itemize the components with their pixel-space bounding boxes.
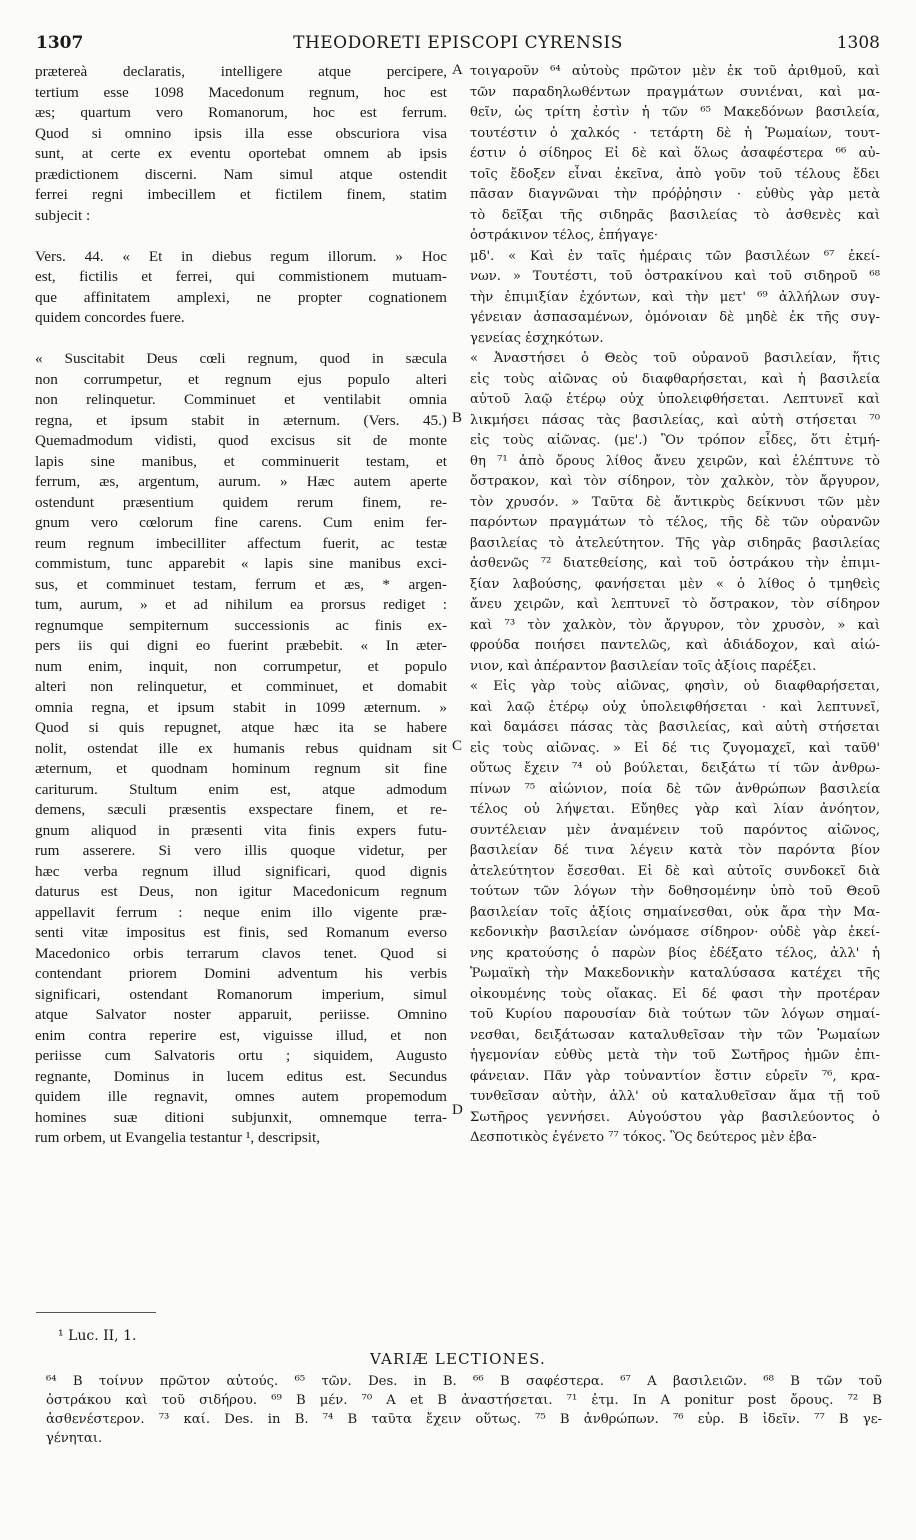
variant-line: ⁶⁴ B τοίνυν πρῶτον αὐτούς. ⁶⁵ τῶν. Des. in B. ⁶⁶ B σαφέστερα. ⁶⁷ A βασιλειῶν. ⁶⁸ B τῶν τοῦ bbox=[46, 1374, 882, 1389]
latin-line: non relinquetur. Comminuet et ventilabit omnia bbox=[35, 391, 447, 408]
greek-line: συντέλειαν μὲν ἀναμένειν τοῦ παρόντος αἰῶνος, bbox=[470, 822, 880, 838]
greek-line: γένειαν ἀσπασαμένων, ὁμόνοιαν δὲ μηδὲ ἐκ τῆς συγ- bbox=[470, 310, 880, 325]
greek-line: φρούδα ποιήσει παντελῶς, καὶ ἀδιάδοχον, καὶ αἰώ- bbox=[470, 638, 880, 653]
latin-line: gnum aliquod in præsenti vita finis expers futu- bbox=[35, 821, 447, 839]
latin-line: enim contra reperire est, viguisse illud, et non bbox=[35, 1026, 447, 1044]
greek-line: τοῖς ἔδοξεν εἶναι ἐκεῖνα, ἀπὸ γοῦν τοῦ τέλους ἔδει bbox=[470, 166, 880, 182]
greek-line: « Εἰς γὰρ τοὺς αἰῶνας, φησὶν, οὐ διαφθαρήσεται, bbox=[470, 679, 880, 694]
latin-line: quidem ille regnavit, omnes autem propemodum bbox=[35, 1088, 447, 1105]
greek-line: έστιν ὁ σίδηρος Εἰ δὲ καὶ ὅλως ἀσαφέστερα ⁶⁶ αὐ- bbox=[470, 146, 880, 161]
latin-line: appellavit ferrum : neque enim illo vigente præ- bbox=[35, 903, 447, 921]
latin-line: ferrei regni imbecillem et fictilem finem, statim bbox=[35, 186, 447, 203]
greek-line: θεῖν, ὡς τρίτη ἐστὶν ἡ τῶν ⁶⁵ Μακεδόνων βασιλεία, bbox=[470, 105, 880, 120]
latin-line: tum, aurum, » et ad nihilum ea prorsus rediget : bbox=[35, 596, 447, 613]
latin-line: Vers. 44. « Et in diebus regum illorum. » Hoc bbox=[35, 247, 447, 265]
greek-line: οἰκουμένης τοὺς οἴακας. Εἰ δέ φασι τὴν προτέραν bbox=[470, 986, 880, 1002]
variae-lectiones-title: VARIÆ LECTIONES. bbox=[369, 1350, 547, 1368]
latin-line: rum asserere. Si vero illis quoque videtur, per bbox=[35, 842, 447, 859]
greek-line: φάνειαν. Πᾶν γὰρ τοὐναντίον ἔστιν εὑρεῖν ⁷⁶, κρα- bbox=[470, 1068, 880, 1084]
greek-line: καὶ δαμάσει πάσας τὰς βασιλείας, καὶ αὐτὴ στήσεται bbox=[470, 720, 880, 735]
footnote-divider bbox=[36, 1312, 156, 1313]
latin-line: senti vitæ impositus est finis, sed Romanum everso bbox=[35, 924, 447, 941]
greek-line: ἀτελεύτητον ἔσεσθαι. Εἰ δὲ καὶ αὐτοῖς συνδοκεῖ διὰ bbox=[470, 863, 880, 879]
latin-line: regna, et ipsum stabit in æternum. (Vers. 45.) bbox=[35, 411, 447, 429]
greek-line: εἰς τοὺς αἰῶνας οὐ διαφθαρήσεται, καὶ ἡ βασιλεία bbox=[470, 371, 880, 387]
latin-line: periisse cum Salvatoris ortu ; siquidem, Augusto bbox=[35, 1047, 447, 1064]
greek-line: καὶ ⁷³ τὸν χαλκὸν, τὸν ἄργυρον, τὸν χρυσὸν, » καὶ bbox=[470, 617, 880, 633]
greek-line: « Ἀναστήσει ὁ Θεὸς τοῦ οὐρανοῦ βασιλείαν, ἥτις bbox=[470, 351, 880, 366]
margin-marker-b: B bbox=[452, 410, 463, 426]
latin-line: demens, sæculi præsentis exspectare finem, et re- bbox=[35, 801, 447, 818]
greek-line: λικμήσει πάσας τὰς βασιλείας, καὶ αὐτὴ στήσεται ⁷⁰ bbox=[470, 412, 880, 428]
latin-line: Quod si omnino ipsis illa esse obscuriora visa bbox=[35, 124, 447, 142]
greek-line: νιον, καὶ ἀπέραντον βασιλείαν τοῖς ἀξίοις παρέξει. bbox=[470, 658, 817, 674]
running-title: THEODORETI EPISCOPI CYRENSIS bbox=[293, 33, 623, 53]
latin-line: reum regnum imbecilliter affectum fuerit, ac testæ bbox=[35, 534, 447, 552]
latin-line: regnante, Dominus in lucem editus est. Secundus bbox=[35, 1067, 447, 1085]
greek-line: καὶ λαῷ ἑτέρῳ οὐχ ὑπολειφθήσεται · καὶ λεπτυνεῖ, bbox=[470, 699, 880, 715]
latin-line: tertium esse 1098 Macedonum regnum, hoc est bbox=[35, 83, 447, 101]
latin-line: prædictionem discerni. Nam simul atque ostendit bbox=[35, 165, 447, 183]
greek-line: τουτέστιν ὁ χαλκός · τετάρτη δὲ ἡ Ῥωμαίων, τουτ- bbox=[470, 125, 880, 141]
page-number-right: 1308 bbox=[836, 33, 880, 53]
greek-line: τὸ δεῖξαι τῆς σιδηρᾶς βασιλείας τὸ ἀσθενὲς καὶ bbox=[470, 207, 880, 223]
latin-line: commistum, tunc apparebit « lapis sine manibus exci- bbox=[35, 555, 447, 572]
latin-line: ostendunt præsentium quidem rerum finem, re- bbox=[35, 493, 447, 511]
greek-line: ὄστρακον, καὶ τὸν σίδηρον, τὸν χαλκὸν, τὸν ἄργυρον, bbox=[470, 474, 880, 489]
greek-line: αὐτοῦ λαῷ ἑτέρῳ οὐχ ὑπολειφθήσεται. Λεπτυνεῖ καὶ bbox=[470, 392, 880, 407]
greek-line: ἀσθενῶς ⁷² διατεθείσης, καὶ τοῦ ὀστράκου τὴν ἐπιμι- bbox=[470, 556, 880, 571]
greek-line: παρόντων πραγμάτων τὸ τέλος, τῆς δὲ τῶν οὐρανῶν bbox=[470, 515, 880, 530]
greek-line: πᾶσαν διαγνῶναι τὴν πρόῤῥησιν · εὐθὺς γὰρ μετὰ bbox=[470, 187, 880, 202]
greek-line: βασιλείας τὸ ἀτελεύτητον. Τῆς γὰρ σιδηρᾶς βασιλείας bbox=[470, 535, 880, 551]
variant-line: ἀσθενέστερον. ⁷³ καί. Des. in B. ⁷⁴ B ταῦτα ἔχειν οὕτως. ⁷⁵ B ἀνθρώπων. ⁷⁶ εὑρ. B ἰδεῖν. ⁷⁷ B γε- bbox=[46, 1412, 882, 1427]
greek-line: τέλος οὐ λήψεται. Εὔηθες γὰρ καὶ λίαν ἀνόητον, bbox=[470, 802, 880, 817]
latin-line: subjecit : bbox=[35, 206, 91, 224]
latin-line: atque Salvator noster apparuit, periisse. Omnino bbox=[35, 1006, 447, 1023]
greek-line: μδ'. « Καὶ ἐν ταῖς ἡμέραις τῶν βασιλέων ⁶⁷ ἐκεί- bbox=[470, 248, 880, 264]
greek-line: πίνων ⁷⁵ αἰώνιον, ποία δὲ τῶν ἀνθρώπων βασιλεία bbox=[470, 781, 880, 797]
latin-line: alteri non relinquetur, et comminuet, et domabit bbox=[35, 678, 447, 695]
margin-marker-c: C bbox=[452, 738, 463, 754]
greek-line: βασιλείαν δέ τινα λέγειν κατὰ τὸν παρόντα βίον bbox=[470, 843, 880, 858]
latin-line: pers iis qui digni eo fuerint præbebit. « In æter- bbox=[35, 637, 447, 654]
latin-line: sus, et comminuet testam, ferrum et æs, * argen- bbox=[35, 575, 447, 593]
greek-line: Δεσποτικὸς ἐγένετο ⁷⁷ τόκος. Ὃς δεύτερος μὲν ἐβα- bbox=[470, 1130, 817, 1145]
latin-line: contendant priorem Domini adventum his verbis bbox=[35, 965, 447, 982]
greek-line: κεδονικὴν βασιλείαν ὠνόμασε σίδηρον· οὐδὲ γὰρ ἐκεί- bbox=[470, 925, 880, 940]
latin-line: significari, ostendant Romanorum imperium, simul bbox=[35, 985, 447, 1003]
latin-line: sunt, at certe ex eventu oportebat omnem ab ipsis bbox=[35, 145, 447, 162]
latin-line: Quemadmodum vidisti, quod excisus sit de monte bbox=[35, 432, 447, 449]
latin-line: æs; quartum vero Romanorum, hoc est ferrum. bbox=[35, 104, 447, 121]
latin-line: est, fictilis et ferrei, qui commistionem mutuam- bbox=[35, 268, 447, 285]
greek-line: εἰς τοὺς αἰῶνας. » Εἰ δέ τις ζυγομαχεῖ, καὶ ταῦθ' bbox=[470, 740, 880, 756]
greek-line: Ῥωμαϊκὴ τὴν Μακεδονικὴν καταλύσασα κατέχει τῆς bbox=[470, 966, 880, 981]
latin-line: hæc verba regnum illud significari, quod dignis bbox=[35, 862, 447, 880]
greek-column bbox=[470, 62, 880, 1149]
latin-line: Macedonico orbis terrarum clavos tenet. Quod si bbox=[35, 944, 447, 962]
greek-line: νων. » Τουτέστι, τοῦ ὀστρακίνου καὶ τοῦ σιδηροῦ ⁶⁸ bbox=[470, 269, 880, 284]
latin-line: num enim, inquit, non corrumpetur, et populo bbox=[35, 657, 447, 675]
variae-lectiones-body bbox=[46, 1372, 882, 1448]
latin-line: que affinitatem amplexi, ne propter cognationem bbox=[35, 288, 447, 306]
latin-line bbox=[35, 226, 447, 247]
running-header bbox=[36, 33, 880, 57]
greek-line: γενείας ἐσχηκότων. bbox=[470, 330, 604, 346]
latin-line: Quod si quis repugnet, atque hæc ita se habere bbox=[35, 719, 447, 736]
latin-line: rum orbem, ut Evangelia testantur ¹, descripsit, bbox=[35, 1129, 321, 1146]
greek-line: ἄνευ χειρῶν, καὶ λεπτυνεῖ τὸ ὄστρακον, τὸν σίδηρον bbox=[470, 597, 880, 612]
greek-line: τὴν ἐπιμιξίαν ἐχόντων, καὶ τὴν μετ' ⁶⁹ ἀλλήλων συγ- bbox=[470, 289, 880, 305]
greek-line: οὕτως ἔχειν ⁷⁴ οὐ βούλεται, δειξάτω τί τῶν ἀνθρω- bbox=[470, 761, 880, 776]
latin-line: ferrum, æs, argentum, aurum. » Hæc autem aperte bbox=[35, 473, 447, 490]
latin-line bbox=[35, 329, 447, 350]
greek-line: τοῦ Κυρίου παρουσίαν διὰ τούτων τῶν λόγων σημαί- bbox=[470, 1007, 880, 1022]
latin-line: daturus est Deus, non igitur Macedonicum regnum bbox=[35, 883, 447, 900]
margin-marker-a: A bbox=[452, 62, 463, 78]
latin-line: prætereà declaratis, intelligere atque percipere, bbox=[35, 63, 447, 80]
greek-line: νης κρατούσης ὁ παρὼν βίος ἐδέξατο τέλος, ἀλλ' ἡ bbox=[470, 945, 880, 961]
greek-line: ἡγεμονίαν εὐθὺς μετὰ τὴν τοῦ Σωτῆρος ἡμῶν ἐπι- bbox=[470, 1048, 880, 1063]
latin-line: gnum vero cœlorum fine carens. Cum enim fer- bbox=[35, 514, 447, 531]
greek-line: θη ⁷¹ ἀπὸ ὄρους λίθος ἄνευ χειρῶν, καὶ ἐλέπτυνε τὸ bbox=[470, 453, 880, 469]
greek-line: βασιλείαν τοῖς ἀξίοις σημαίνεσθαι, οὐκ ἄρα τὴν Μα- bbox=[470, 904, 880, 920]
margin-marker-d: D bbox=[452, 1102, 463, 1118]
latin-line: omnia regna, et ipsum stabit in 1099 æternum. » bbox=[35, 698, 447, 716]
latin-column bbox=[35, 62, 447, 1149]
greek-line: τὸν χρυσόν. » Ταῦτα δὲ ἄντικρὺς δείκνυσι τῶν μὲν bbox=[470, 494, 880, 510]
greek-line: εἰς τοὺς αἰῶνας. (με'.) Ὃν τρόπον εἶδες, ὅτι ἐτμή- bbox=[470, 433, 880, 448]
greek-line: ὀστράκινον τέλος, ἐπήγαγε· bbox=[470, 228, 659, 243]
latin-line: nolit, ostendat ille ex humanis rebus quidnam sit bbox=[35, 739, 447, 757]
greek-line: τῶν παραδηλωθέντων πραγμάτων συνιέναι, καὶ μα- bbox=[470, 84, 880, 100]
greek-line: τοιγαροῦν ⁶⁴ αὐτοὺς πρῶτον μὲν ἐκ τοῦ ἀριθμοῦ, καὶ bbox=[470, 64, 880, 79]
variant-line: γένηται. bbox=[46, 1431, 103, 1446]
greek-line: τυνθεῖσαν αὐτὴν, ἀλλ' οὐ καταλυθεῖσαν ἅμα τῇ τοῦ bbox=[470, 1089, 880, 1104]
latin-line: lapis sine manibus, et comminuerit testam, et bbox=[35, 452, 447, 470]
greek-line: νεσθαι, δειξάτωσαν καταλυθεῖσαν τὴν τῶν Ῥωμαίων bbox=[470, 1027, 880, 1043]
page-number-left: 1307 bbox=[36, 33, 84, 53]
latin-line: homines suæ ditioni subjunxit, omnemque terra- bbox=[35, 1108, 447, 1126]
footnote: ¹ Luc. II, 1. bbox=[58, 1328, 137, 1344]
latin-line: non corrumpetur, et regnum ejus populo alteri bbox=[35, 370, 447, 388]
latin-line: æternum, et quodnam hominum regnum sit fine bbox=[35, 760, 447, 777]
latin-line: quidem concordes fuere. bbox=[35, 309, 185, 326]
greek-line: Σωτῆρος γεννήσει. Αὐγούστου γὰρ βασιλεύοντος ὁ bbox=[470, 1109, 880, 1125]
greek-line: τούτων τῶν λόγων τὴν δοθησομένην ὑπὸ τοῦ Θεοῦ bbox=[470, 884, 880, 899]
latin-line: regnumque sempiternum successionis ac finis ex- bbox=[35, 616, 447, 634]
latin-line: cariturum. Stultum enim est, atque admodum bbox=[35, 780, 447, 798]
variant-line: ὀστράκου καὶ τοῦ σιδήρου. ⁶⁹ B μέν. ⁷⁰ A et B ἀναστήσεται. ⁷¹ ἐτμ. In A ponitur post ὄρους. ⁷² B bbox=[46, 1393, 882, 1408]
greek-line: ξίαν λαβούσης, φανήσεται μὲν « ὁ λίθος ὁ τμηθεὶς bbox=[470, 576, 880, 592]
latin-line: « Suscitabit Deus cœli regnum, quod in sæcula bbox=[35, 350, 447, 367]
